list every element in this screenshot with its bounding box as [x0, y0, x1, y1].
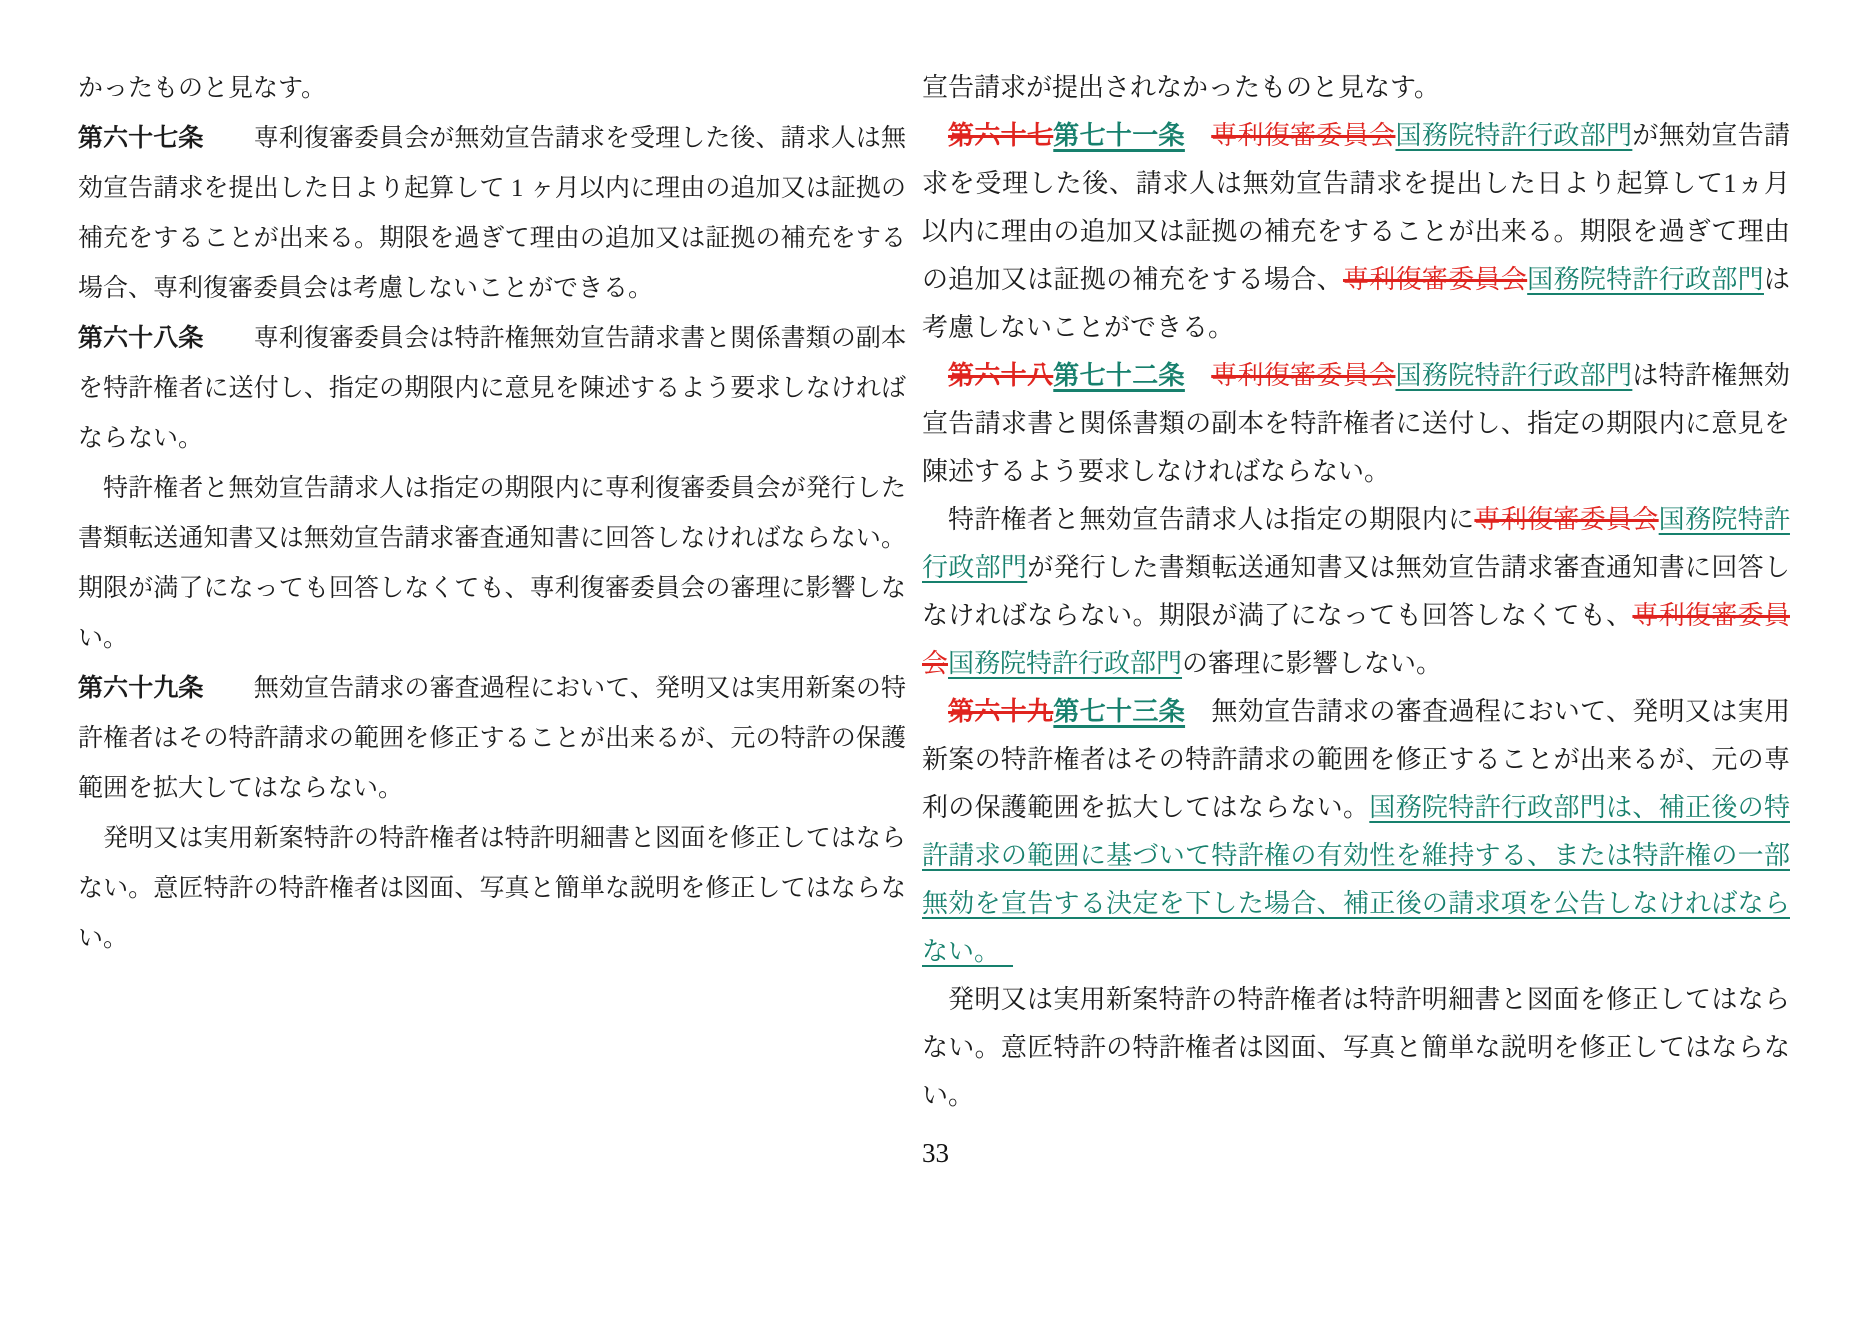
article-68-paragraph-2 [78, 464, 906, 664]
page-number: 33 [922, 1138, 949, 1168]
text-run: 無効宣告請求の審査過程において、発明又は実用新案の特許権者はその特許請求の範囲を修正することが出来るが、元の特許の保護範囲を拡大してはならない。 [78, 675, 906, 802]
deleted-article-number: 第六十九 [948, 697, 1054, 726]
text-run: 専利復審委員会は特許権無効宣告請求書と関係書類の副本を特許権者に送付し、指定の期限内に意見を陳述するよう要求しなければならない。 [78, 325, 906, 452]
article-72-paragraph-2 [922, 496, 1790, 688]
inserted-text: 国務院特許行政部門 [948, 649, 1183, 678]
inserted-text: 国務院特許行政部門 [1395, 361, 1633, 390]
text-run: は考慮しないことができる。 [922, 265, 1790, 342]
article-number: 第六十八条 [78, 325, 204, 352]
inserted-article-number: 第七十一条 [1053, 121, 1185, 150]
article-71 [922, 112, 1790, 352]
text-run: の審理に影響しない。 [1182, 649, 1443, 678]
deleted-text: 専利復審委員会 [922, 601, 1790, 678]
deleted-text: 専利復審委員会 [1474, 505, 1659, 534]
inserted-text: 国務院特許行政部門 [922, 505, 1790, 582]
text-run: 専利復審委員会が無効宣告請求を受理した後、請求人は無効宣告請求を提出した日より起算して 1 ヶ月以内に理由の追加又は証拠の補充をすることが出来る。期限を過ぎて理由の追加又は証拠の補充をする場合、専利復審委員会は考慮しないことができる。 [78, 125, 906, 302]
inserted-text: 国務院特許行政部門 [1395, 121, 1633, 150]
text-run [204, 675, 254, 702]
right-column-revised-text [922, 64, 1790, 1120]
deleted-article-number: 第六十八 [948, 361, 1054, 390]
text-run [203, 325, 253, 352]
text-run: かったものと見なす。 [78, 75, 327, 102]
text-run: は特許権無効宣告請求書と関係書類の副本を特許権者に送付し、指定の期限内に意見を陳述するよう要求しなければならない。 [922, 361, 1790, 486]
article-73 [922, 688, 1790, 976]
text-run: 特許権者と無効宣告請求人は指定の期限内に [948, 505, 1475, 534]
left-column-original-text [78, 64, 906, 1120]
text-run: が発行した書類転送通知書又は無効宣告請求審査通知書に回答しなければならない。期限が満了になっても回答しなくても、 [922, 553, 1790, 630]
article-69 [78, 664, 906, 814]
text-run [1185, 697, 1211, 726]
article-69-paragraph-2 [78, 814, 906, 964]
text-run: が無効宣告請求を受理した後、請求人は無効宣告請求を提出した日より起算して1ヵ月以内に理由の追加又は証拠の補充をすることが出来る。期限を過ぎて理由の追加又は証拠の補充をする場合、 [922, 121, 1790, 294]
article-67 [78, 114, 906, 314]
text-run: 宣告請求が提出されなかったものと見なす。 [922, 73, 1440, 102]
inserted-text: 国務院特許行政部門は、補正後の特許請求の範囲に基づいて特許権の有効性を維持する、または特許権の一部無効を宣告する決定を下した場合、補正後の請求項を公告しなければならない。 [922, 793, 1790, 966]
deleted-text: 専利復審委員会 [1342, 265, 1528, 294]
text-run: 特許権者と無効宣告請求人は指定の期限内に専利復審委員会が発行した書類転送通知書又は無効宣告請求審査通知書に回答しなければならない。期限が満了になっても回答しなくても、専利復審委員会の審理に影響しない。 [78, 475, 906, 652]
continuation-line [922, 64, 1790, 112]
text-run [203, 125, 253, 152]
deleted-text: 専利復審委員会 [1211, 121, 1396, 150]
inserted-article-number: 第七十二条 [1053, 361, 1185, 390]
text-run [1185, 121, 1211, 150]
continuation-line [78, 64, 906, 114]
inserted-article-number: 第七十三条 [1053, 697, 1186, 726]
article-68 [78, 314, 906, 464]
inserted-text: 国務院特許行政部門 [1527, 265, 1764, 294]
article-72 [922, 352, 1790, 496]
article-number: 第六十七条 [78, 125, 204, 152]
deleted-text: 専利復審委員会 [1211, 361, 1396, 390]
article-73-paragraph-2 [922, 976, 1790, 1120]
article-number: 第六十九条 [78, 675, 204, 702]
text-run: 発明又は実用新案特許の特許権者は特許明細書と図面を修正してはならない。意匠特許の特許権者は図面、写真と簡単な説明を修正してはならない。 [922, 985, 1790, 1110]
text-run: 発明又は実用新案特許の特許権者は特許明細書と図面を修正してはならない。意匠特許の特許権者は図面、写真と簡単な説明を修正してはならない。 [78, 825, 906, 952]
text-run [1185, 361, 1211, 390]
text-run: 無効宣告請求の審査過程において、発明又は実用新案の特許権者はその特許請求の範囲を修正することが出来るが、元の専利の保護範囲を拡大してはならない。 [922, 697, 1790, 822]
deleted-article-number: 第六十七 [948, 121, 1054, 150]
